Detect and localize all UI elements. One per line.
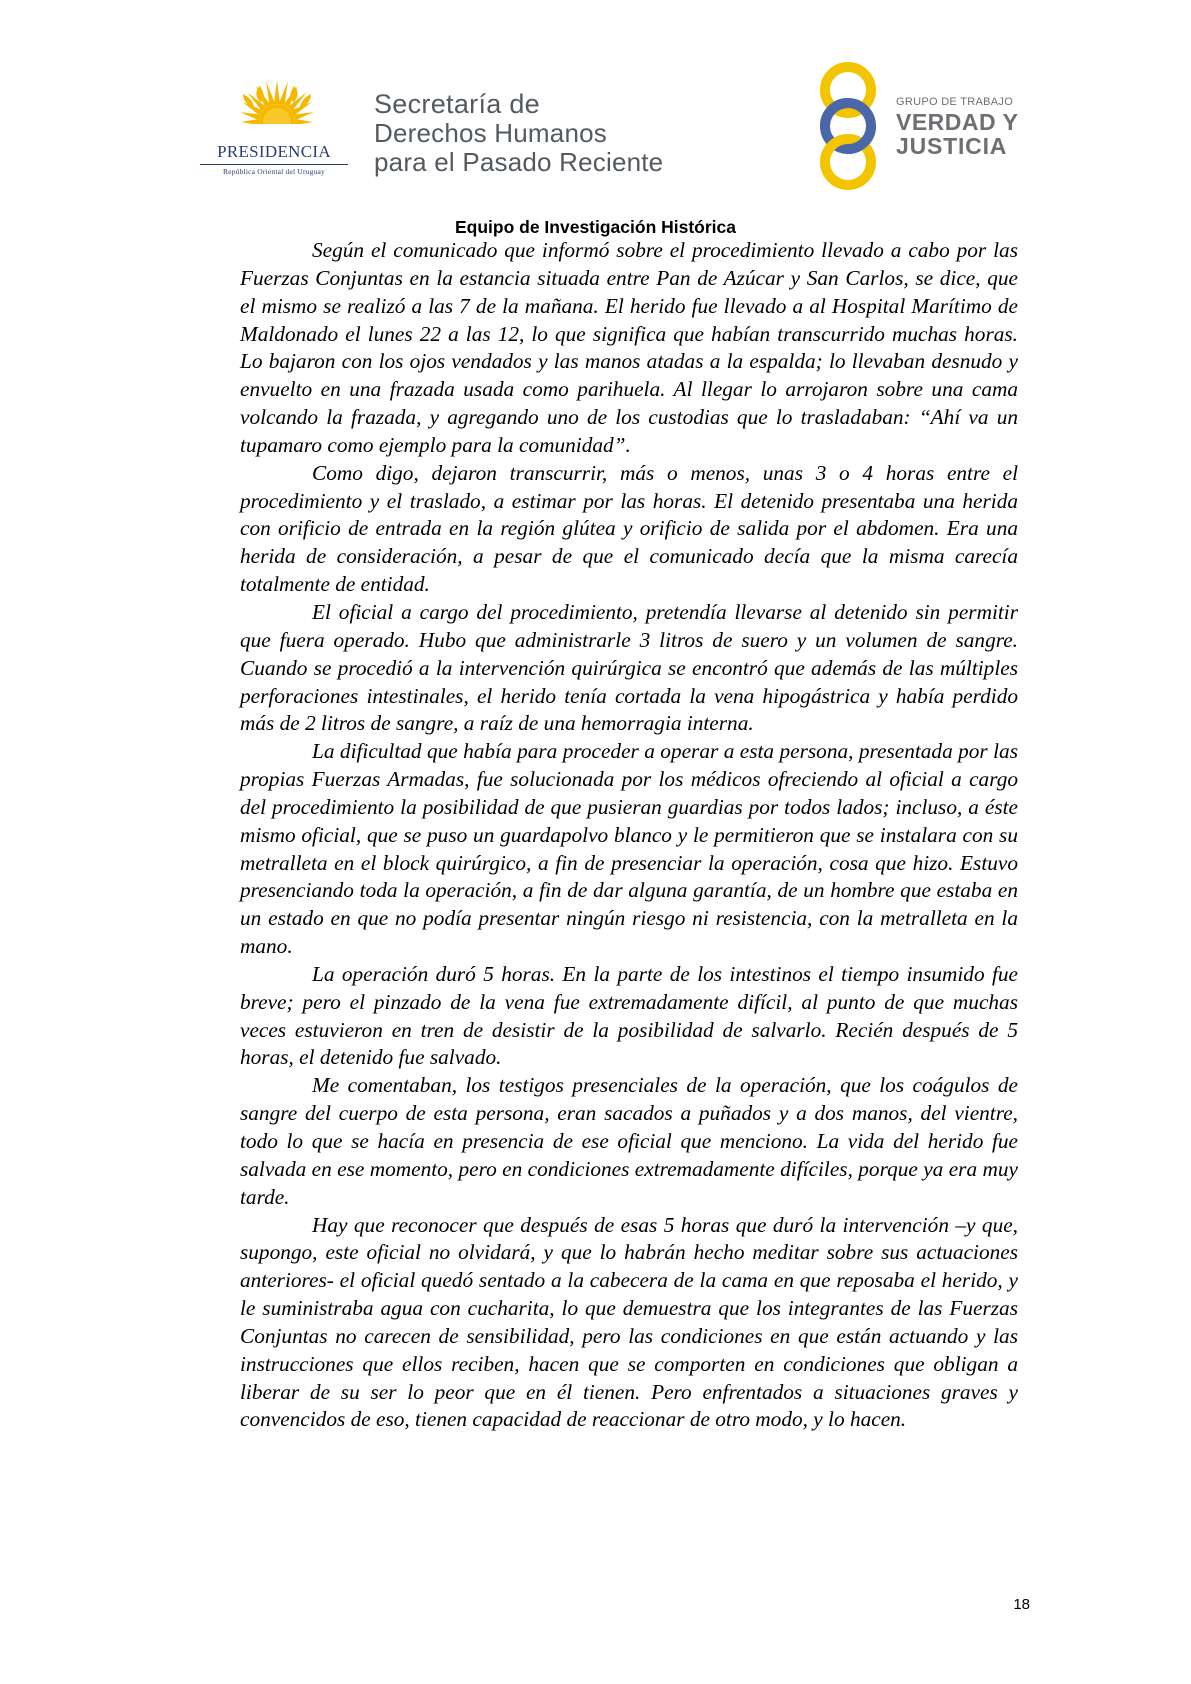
secretaria-line-1: Secretaría de [374,89,540,119]
presidencia-divider [200,164,348,165]
paragraph: La dificultad que había para proceder a operar a esta persona, presentada por las propias Fuerzas Armadas, fue solucionada por los médicos ofreciendo al oficial a cargo del procedimiento la posibilidad de que pusieran guardias por todos lados; incluso, a éste mismo oficial, que se puso un guardapolvo blanco y le permitieron que se instalara con su metralleta en el block quirúrgico, a fin de presenciar la operación, cosa que hizo. Estuvo presenciando toda la operación, a fin de dar alguna garantía, de un hombre que estaba en un estado en que no podía presentar ningún riesgo ni resistencia, con la metralleta en la mano. [240,739,1018,959]
page-number: 18 [1013,1596,1030,1613]
presidencia-logo [196,78,352,188]
secretaria-title [374,90,663,177]
paragraph: Hay que reconocer que después de esas 5 horas que duró la intervención –y que, supongo, este oficial no olvidará, y que lo habrán hecho meditar sobre sus actuaciones anteriores- el oficial quedó sentado a la cabecera de la cama en que reposaba el herido, y le suministraba agua con cucharita, lo que demuestra que los integrantes de las Fuerzas Conjuntas no carecen de sensibilidad, pero las condiciones en que están actuando y las instrucciones que ellos reciben, hacen que se comporten en condiciones que obligan a liberar de su ser lo peor que en él tienen. Pero enfrentados a situaciones graves y convencidos de eso, tienen capacidad de reaccionar de otro modo, y lo hacen. [240,1212,1018,1432]
team-title: Equipo de Investigación Histórica [454,217,737,237]
paragraph: Me comentaban, los testigos presenciales de la operación, que los coágulos de sangre del cuerpo de esta persona, eran sacados a puñados y a dos manos, del vientre, todo lo que se hacía en presencia de ese oficial que menciono. La vida del herido fue salvada en ese momento, pero en condiciones extremadamente difíciles, porque ya era muy tarde. [240,1073,1018,1209]
grupo-line-1: GRUPO DE TRABAJO [896,96,1014,108]
paragraph: La operación duró 5 horas. En la parte de los intestinos el tiempo insumido fue breve; pero el pinzado de la vena fue extremadamente difícil, al punto de que muchas veces estuvieron en tren de desistir de la posibilidad de salvarlo. Recién después de 5 horas, el detenido fue salvado. [240,961,1018,1070]
presidencia-subtitle: República Oriental del Uruguay [222,167,325,176]
rings-icon [812,62,884,192]
paragraph: El oficial a cargo del procedimiento, pretendía llevarse al detenido sin permitir que fuera operado. Hubo que administrarle 3 litros de suero y un volumen de sangre. Cuando se procedió a la intervención quirúrgica se encontró que además de las múltiples perforaciones intestinales, el herido tenía cortada la vena hipogástrica y había perdido más de 2 litros de sangre, a raíz de una hemorragia interna. [240,599,1018,736]
paragraph: Como digo, dejaron transcurrir, más o menos, unas 3 o 4 horas entre el procedimiento y el traslado, a estimar por las horas. El detenido presentaba una herida con orificio de entrada en la región glútea y orificio de salida por el abdomen. Era una herida de consideración, a pesar de que el comunicado decía que la misma carecía totalmente de entidad. [240,460,1018,597]
sun-icon [236,78,318,144]
letterhead [0,0,1191,210]
grupo-line-2: VERDAD Y [896,109,1019,135]
grupo-verdad-justicia-logo [812,62,1032,192]
grupo-line-3: JUSTICIA [896,133,1008,159]
presidencia-name: PRESIDENCIA [217,142,331,161]
secretaria-line-2: Derechos Humanos [374,118,607,148]
paragraph: Según el comunicado que informó sobre el procedimiento llevado a cabo por las Fuerzas Conjuntas en la estancia situada entre Pan de Azúcar y San Carlos, se dice, que el mismo se realizó a las 7 de la mañana. El herido fue llevado a al Hospital Marítimo de Maldonado el lunes 22 a las 12, lo que significa que habían transcurrido muchas horas. Lo bajaron con los ojos vendados y las manos atadas a la espalda; lo llevaban desnudo y envuelto en una frazada usada como parihuela. Al llegar lo arrojaron sobre una cama volcando la frazada, y agregando uno de los custodias que lo trasladaban: “Ahí va un tupamaro como ejemplo para la comunidad”. [240,238,1018,457]
secretaria-line-3: para el Pasado Reciente [374,147,664,177]
body-text [240,237,1018,1434]
